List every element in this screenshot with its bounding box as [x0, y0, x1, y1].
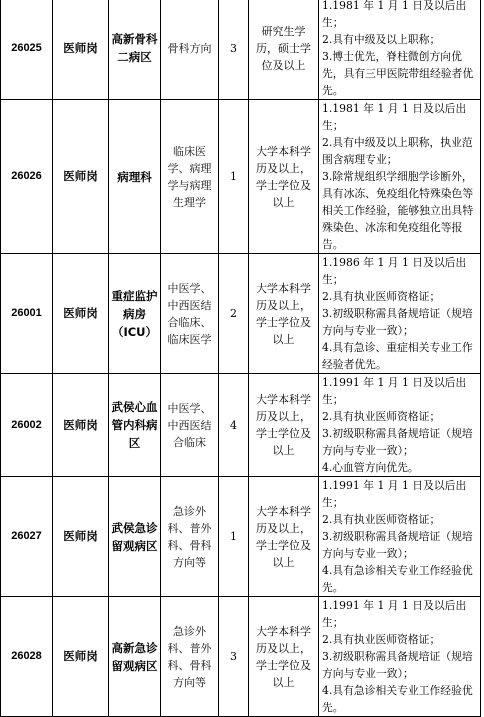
requirement-item: 3.初级职称需具备规培证（规培方向与专业一致）；	[322, 530, 473, 560]
education-cell: 大学本科学历及以上，学士学位及以上	[249, 100, 319, 254]
requirement-item: 1.1981 年 1 月 1 日及以后出生；	[322, 0, 467, 29]
headcount-cell: 1	[219, 100, 249, 254]
major-cell: 急诊外科、普外科、骨科方向等	[161, 477, 219, 597]
department-cell: 高新急诊留观病区	[109, 597, 161, 717]
requirement-item: 2.具有中级及以上职称，执业范围含病理专业；	[322, 136, 473, 166]
requirement-item: 4.具有急诊相关专业工作经验优先。	[322, 684, 473, 714]
requirements-cell	[319, 477, 481, 597]
requirement-item: 2.具有执业医师资格证；	[322, 633, 441, 646]
education-cell: 大学本科学历及以上，学士学位及以上	[249, 477, 319, 597]
major-cell: 中医学、中西医结合临床	[161, 374, 219, 477]
requirement-item: 4.具有急诊相关专业工作经验优先。	[322, 564, 473, 594]
requirement-item: 3.初级职称需具备规培证（规培方向与专业一致）；	[322, 650, 473, 680]
table-body	[1, 0, 481, 717]
requirement-item: 1.1986 年 1 月 1 日及以后出生；	[322, 256, 467, 286]
requirement-item: 3.除常规组织学细胞学诊断外，具有冰冻、免疫组化特殊染色等相关工作经验，能够独立出具特殊染色、冰冻和免疫组化等报告。	[322, 170, 474, 251]
department-cell: 武侯急诊留观病区	[109, 477, 161, 597]
headcount-cell: 3	[219, 0, 249, 100]
education-cell: 大学本科学历及以上，学士学位及以上	[249, 374, 319, 477]
table-row	[1, 477, 481, 597]
position-name-cell: 医师岗	[53, 597, 109, 717]
education-cell: 大学本科学历及以上，学士学位及以上	[249, 254, 319, 374]
requirements-cell	[319, 374, 481, 477]
requirement-item: 1.1981 年 1 月 1 日及以后出生；	[322, 102, 467, 132]
table-row	[1, 254, 481, 374]
department-cell: 高新骨科二病区	[109, 0, 161, 100]
position-code-cell: 26002	[1, 374, 53, 477]
requirement-item: 1.1991 年 1 月 1 日及以后出生；	[322, 599, 467, 629]
headcount-cell: 2	[219, 254, 249, 374]
requirements-cell	[319, 100, 481, 254]
position-name-cell: 医师岗	[53, 477, 109, 597]
table-row	[1, 100, 481, 254]
department-cell: 重症监护病房（ICU）	[109, 254, 161, 374]
position-name-cell: 医师岗	[53, 374, 109, 477]
requirements-cell	[319, 254, 481, 374]
requirement-item: 3.博士优先，脊柱微创方向优先，具有三甲医院带组经验者优先。	[322, 50, 474, 97]
requirements-cell	[319, 0, 481, 100]
position-code-cell: 26026	[1, 100, 53, 254]
requirement-item: 2.具有执业医师资格证；	[322, 513, 441, 526]
requirement-item: 4.具有急诊、重症相关专业工作经验者优先。	[322, 341, 473, 371]
table-row	[1, 597, 481, 717]
position-code-cell: 26028	[1, 597, 53, 717]
department-cell: 病理科	[109, 100, 161, 254]
requirement-item: 4.心血管方向优先。	[322, 461, 419, 474]
position-name-cell: 医师岗	[53, 100, 109, 254]
headcount-cell: 1	[219, 477, 249, 597]
headcount-cell: 3	[219, 597, 249, 717]
headcount-cell: 4	[219, 374, 249, 477]
education-cell: 大学本科学历及以上，学士学位及以上	[249, 597, 319, 717]
table-row	[1, 374, 481, 477]
major-cell: 中医学、中西医结合临床、临床医学	[161, 254, 219, 374]
requirement-item: 1.1991 年 1 月 1 日及以后出生；	[322, 376, 467, 406]
table-row	[1, 0, 481, 100]
requirements-cell	[319, 597, 481, 717]
major-cell: 急诊外科、普外科、骨科方向等	[161, 597, 219, 717]
position-code-cell: 26027	[1, 477, 53, 597]
major-cell: 骨科方向	[161, 0, 219, 100]
requirement-item: 2.具有执业医师资格证；	[322, 410, 441, 423]
position-code-cell: 26001	[1, 254, 53, 374]
requirement-item: 2.具有执业医师资格证；	[322, 290, 441, 303]
requirement-item: 1.1991 年 1 月 1 日及以后出生；	[322, 479, 467, 509]
department-cell: 武侯心血管内科病区	[109, 374, 161, 477]
position-name-cell: 医师岗	[53, 254, 109, 374]
requirement-item: 3.初级职称需具备规培证（规培方向与专业一致）；	[322, 427, 473, 457]
position-name-cell: 医师岗	[53, 0, 109, 100]
requirement-item: 3.初级职称需具备规培证（规培方向与专业一致）；	[322, 307, 473, 337]
position-code-cell: 26025	[1, 0, 53, 100]
major-cell: 临床医学、病理学与病理生理学	[161, 100, 219, 254]
requirement-item: 2.具有中级及以上职称；	[322, 33, 441, 46]
education-cell: 研究生学历，硕士学位及以上	[249, 0, 319, 100]
